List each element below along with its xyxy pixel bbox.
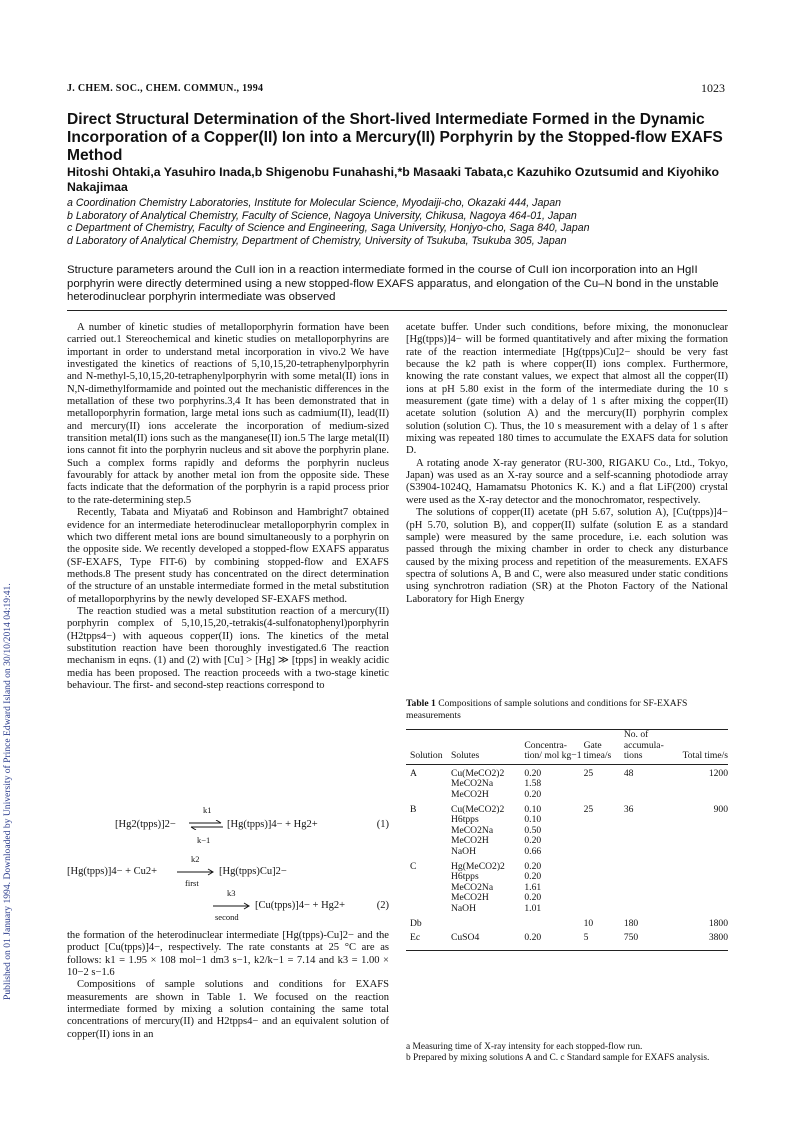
total-time-cell: 1800 <box>708 917 728 929</box>
paragraph: The solutions of copper(II) acetate (pH 5.67, solution A), [Cu(tpps)]4− (pH 5.70, solution B), and copper(II) sulfate (solution E as a standard sample) were measured by the same procedure, i.e. each solution was passed through the mixing chamber in order to check any disturbance caused by the mixing process and repetition of the measurements. EXAFS spectra of solutions A, B and C, were also measured under static conditions using synchrotron radiation (SR) at the Photon Factory of the National Laboratory for High Energy <box>406 507 728 605</box>
concentration-cell <box>524 801 583 858</box>
table-row <box>406 858 728 915</box>
concentration: 0.20 <box>524 860 542 872</box>
concentration: 0.66 <box>524 845 542 857</box>
footnote: b Prepared by mixing solutions A and C. c Standard sample for EXAFS analysis. <box>406 1053 710 1064</box>
paragraph: The reaction studied was a metal substitution reaction of a mercury(II) porphyrin complex of 5,10,15,20,-tetrakis(4-sulfonatophenyl)porphyrin (H2tpps4−) with aqueous copper(II) ions. The kinetics of the metal substitution reaction have been thoroughly investigated.6 The reaction mechanism in eqns. (1) and (2) with [Cu] > [Hg] ≫ [tpps] in weakly acidic media has been proposed. The reaction proceeds with a two-stage kinetic behaviour. The first- and second-step reactions correspond to <box>67 605 389 691</box>
concentration-cell <box>524 764 583 800</box>
table-row <box>406 915 728 930</box>
paragraph: A rotating anode X-ray generator (RU-300, RIGAKU Co., Ltd., Tokyo, Japan) was used as an X-ray source and a self-scanning photodiode array (S3904-1024Q, Hamamatsu Photonics K. K.) and a flat LiF(200) crystal were used as the X-ray detector and the monochromator, respectively. <box>406 457 728 506</box>
solution-cell: A <box>410 767 417 779</box>
reaction-arrow-icon <box>213 902 251 910</box>
concentration-cell <box>524 858 583 915</box>
eq2-products: [Cu(tpps)]4− + Hg2+ <box>255 900 346 911</box>
author-list: Hitoshi Ohtaki,a Yasuhiro Inada,b Shigenobu Funahashi,*b Masaaki Tabata,c Kazuhiko Ozutsumid and Kiyohiko Nakajimaa <box>67 165 720 194</box>
solute: Cu(MeCO2)2 <box>450 767 505 779</box>
solute: MeCO2Na <box>450 881 494 893</box>
footnote: a Measuring time of X-ray intensity for each stopped-flow run. <box>406 1042 643 1052</box>
abstract: Structure parameters around the CuII ion in a reaction intermediate formed in the course of CuII ion incorporation into an HgII porphyrin were directly determined using a new stopped-flow EXAFS apparatus, and elongation of the Cu–N bond in the unstable heterodinuclear porphyrin intermediate was observed <box>67 264 719 304</box>
table-header-row <box>406 730 728 765</box>
concentration: 0.10 <box>524 814 542 826</box>
accumulations-cell: 180 <box>623 917 639 929</box>
solute: CuSO4 <box>450 932 480 944</box>
paragraph: acetate buffer. Under such conditions, before mixing, the mononuclear [Hg(tpps)]4− will be formed quantitatively and after mixing the formation rate of the reaction intermediate [Hg(tpps)Cu]2− should be very fast because the k2 path is where copper(II) ions complex. Furthermore, knowing the rate constant values, we expect that almost all the copper(II) ions at pH 5.80 exist in the form of the intermediate during the 10 s measurement (gate time) with a delay of 1 s after mixing the copper(II) acetate solution (solution A) and the mercury(II) porphyrin complex solution (solution C). Thus, the 10 s measurement with a delay of 1 s after mixing was repeated 180 times to accumulate the EXAFS data for solution D. <box>406 322 728 457</box>
eq2-first-label: first <box>185 878 199 888</box>
column-header: Solution <box>406 730 451 765</box>
solution-cell: B <box>410 803 417 815</box>
paragraph: Compositions of sample solutions and conditions for EXAFS measurements are shown in Table 1. We focused on the reaction intermediate formed by mixing a solution containing the same total concentrations of mercury(II) and H2tpps4− and an equivalent solution of copper(II) ions in an <box>67 979 389 1040</box>
concentration: 0.20 <box>524 788 542 800</box>
table-caption-text: Compositions of sample solutions and conditions for SF-EXAFS measurements <box>406 698 688 721</box>
gate-time-cell: 25 <box>583 803 594 815</box>
total-time-cell <box>681 858 728 915</box>
page-header <box>67 83 725 99</box>
left-column-continuation <box>67 930 389 1041</box>
paragraph: the formation of the heterodinuclear intermediate [Hg(tpps)-Cu]2− and the product [Cu(tpps)]4−, respectively. The rate constants at 25 °C are as follows: k1 = 1.95 × 108 mol−1 dm3 s−1, k2/k−1 = 7.14 and k3 = 1.00 × 10−2 s−1.6 <box>67 930 389 979</box>
solutes-cell <box>451 915 524 930</box>
concentration: 1.61 <box>524 881 542 893</box>
solution-cell: C <box>410 860 417 872</box>
gate-time-cell <box>584 858 624 915</box>
gate-time-cell: 10 <box>583 917 594 929</box>
solute: MeCO2H <box>450 892 489 904</box>
gate-time-cell: 25 <box>583 767 594 779</box>
eq2-reactants: [Hg(tpps)]4− + Cu2+ <box>67 866 158 877</box>
eq1-reactant: [Hg2(tpps)]2− <box>115 819 176 830</box>
eq1-number: (1) <box>376 819 389 830</box>
download-watermark <box>2 210 18 1000</box>
solutes-cell <box>451 858 524 915</box>
solutes-cell <box>451 764 524 800</box>
paragraph: A number of kinetic studies of metalloporphyrin formation have been carried out.1 Stereochemical and kinetic studies on metalloporphyrins are important in order to understand metal incorporation in vivo.2 We have investigated the kinetics of reactions of 5,10,15,20-tetraphenylporphyrin and N-methyl-5,10,15,20-tetraphenylporphyrin with some metal(II) ions in N,N-dimethylformamide and pointed out the mechanistic differences in the metallation of these two porphyrins.3,4 It has been demonstrated that in metalloporphyrin formation, large metal ions such as cadmium(II), lead(II) and mercury(II) ions accelerate the incorporation of medium-sized transition metal(II) ions such as the manganese(II) ion.5 The large metal(II) ions cannot fit into the porphyrin nucleus and sit above the porphyrin plane. Such a complex forms rapidly and deforms the porphyrin nucleus favourably for attack by another metal ion from the opposite side. These facts indicate that the deformation of the porphyrin is a rapid process prior to the rate-determining step.5 <box>67 322 389 506</box>
solute: MeCO2H <box>450 788 489 800</box>
eq2-number: (2) <box>376 900 389 911</box>
concentration: 1.01 <box>524 902 542 914</box>
eq1-products: [Hg(tpps)]4− + Hg2+ <box>227 819 318 830</box>
solute: H6tpps <box>450 814 479 826</box>
solute: NaOH <box>450 902 477 914</box>
solute: Cu(MeCO2)2 <box>450 803 505 815</box>
composition-table <box>406 729 728 951</box>
solute: MeCO2H <box>450 835 489 847</box>
concentration: 0.20 <box>524 932 542 944</box>
concentration-cell <box>524 929 583 950</box>
concentration: 0.10 <box>524 803 542 815</box>
left-column <box>67 322 389 692</box>
solution-cell: Db <box>410 917 422 929</box>
concentration: 0.20 <box>524 767 542 779</box>
solute: Hg(MeCO2)2 <box>450 860 505 872</box>
table-row <box>406 764 728 800</box>
column-header: No. of accumula-tions <box>624 730 681 765</box>
right-column <box>406 322 728 606</box>
total-time-cell: 3800 <box>681 929 728 950</box>
table-body <box>406 764 728 950</box>
article-title: Direct Structural Determination of the Short-lived Intermediate Formed in the Dynamic Incorporation of a Copper(II) Ion into a Mercury(II) Porphyrin by the Stopped-flow EXAFS Method <box>67 111 723 164</box>
page-number: 1023 <box>701 81 725 95</box>
equation-2 <box>67 856 389 922</box>
table-label: Table 1 <box>406 698 436 709</box>
solutes-cell <box>451 929 524 950</box>
eq1-k-forward: k1 <box>203 805 212 815</box>
column-header: Solutes <box>451 730 524 765</box>
concentration: 0.50 <box>524 824 542 836</box>
affiliation-d: d Laboratory of Analytical Chemistry, Department of Chemistry, University of Tsukuba, Tsukuba 305, Japan <box>67 234 567 247</box>
accumulations-cell: 36 <box>623 803 634 815</box>
abstract-rule <box>67 310 727 311</box>
concentration: 1.58 <box>524 778 542 790</box>
paragraph: Recently, Tabata and Miyata6 and Robinson and Hambright7 obtained evidence for an intermediate heterodinuclear metalloporphyrin complex in which two different metal ions are bound simultaneously to a porphyrin on the opposite side. We recently developed a stopped-flow EXAFS apparatus (SF-EXAFS, Type FIT-6) by combining stopped-flow and EXAFS methods.8 The present study has concentrated on the direct determination of the structure of an unstable intermediate formed in the metal substitution of metalloporphyrins by the newly developed SF-EXAFS method. <box>67 507 389 605</box>
total-time-cell: 900 <box>713 803 728 815</box>
reaction-arrow-icon <box>177 868 215 876</box>
column-header: Total time/s <box>681 730 728 765</box>
download-watermark-text: Published on 01 January 1994. Downloaded by University of Prince Edward Island on 30/10/2014 04:19:41. <box>2 583 13 1000</box>
total-time-cell: 1200 <box>708 767 728 779</box>
concentration: 0.20 <box>524 892 542 904</box>
column-header: Concentra-tion/ mol kg−1 <box>524 730 583 765</box>
eq2-k2: k2 <box>191 854 200 864</box>
table-caption <box>406 698 728 721</box>
table-row <box>406 929 728 950</box>
table-row <box>406 801 728 858</box>
eq2-k3: k3 <box>227 888 236 898</box>
eq2-second-label: second <box>215 912 239 922</box>
affiliation-a: a Coordination Chemistry Laboratories, Institute for Molecular Science, Myodaiji-cho, Okazaki 444, Japan <box>67 197 562 209</box>
affiliation-c: c Department of Chemistry, Faculty of Science and Engineering, Saga University, Honjyo-cho, Saga 840, Japan <box>67 222 590 235</box>
solute: NaOH <box>450 845 477 857</box>
solutes-cell <box>451 801 524 858</box>
affiliation-b: b Laboratory of Analytical Chemistry, Faculty of Science, Nagoya University, Chikusa, Nagoya 464-01, Japan <box>67 209 577 222</box>
solute: H6tpps <box>450 871 479 883</box>
accumulations-cell: 750 <box>624 929 681 950</box>
equation-1 <box>67 805 389 849</box>
affiliations <box>67 197 747 247</box>
equilibrium-arrow-icon <box>189 820 223 830</box>
gate-time-cell: 5 <box>584 929 624 950</box>
column-header: Gate timea/s <box>584 730 624 765</box>
solution-cell: Ec <box>406 929 451 950</box>
eq1-k-reverse: k−1 <box>197 835 211 845</box>
eq2-intermediate: [Hg(tpps)Cu]2− <box>219 866 287 877</box>
solute: MeCO2Na <box>450 824 494 836</box>
table-footnotes <box>406 1042 728 1065</box>
concentration: 0.20 <box>524 835 542 847</box>
concentration: 0.20 <box>524 871 542 883</box>
accumulations-cell: 48 <box>623 767 634 779</box>
solute: MeCO2Na <box>450 778 494 790</box>
journal-running-head: J. CHEM. SOC., CHEM. COMMUN., 1994 <box>67 83 264 94</box>
accumulations-cell <box>624 858 681 915</box>
concentration-cell <box>524 915 583 930</box>
